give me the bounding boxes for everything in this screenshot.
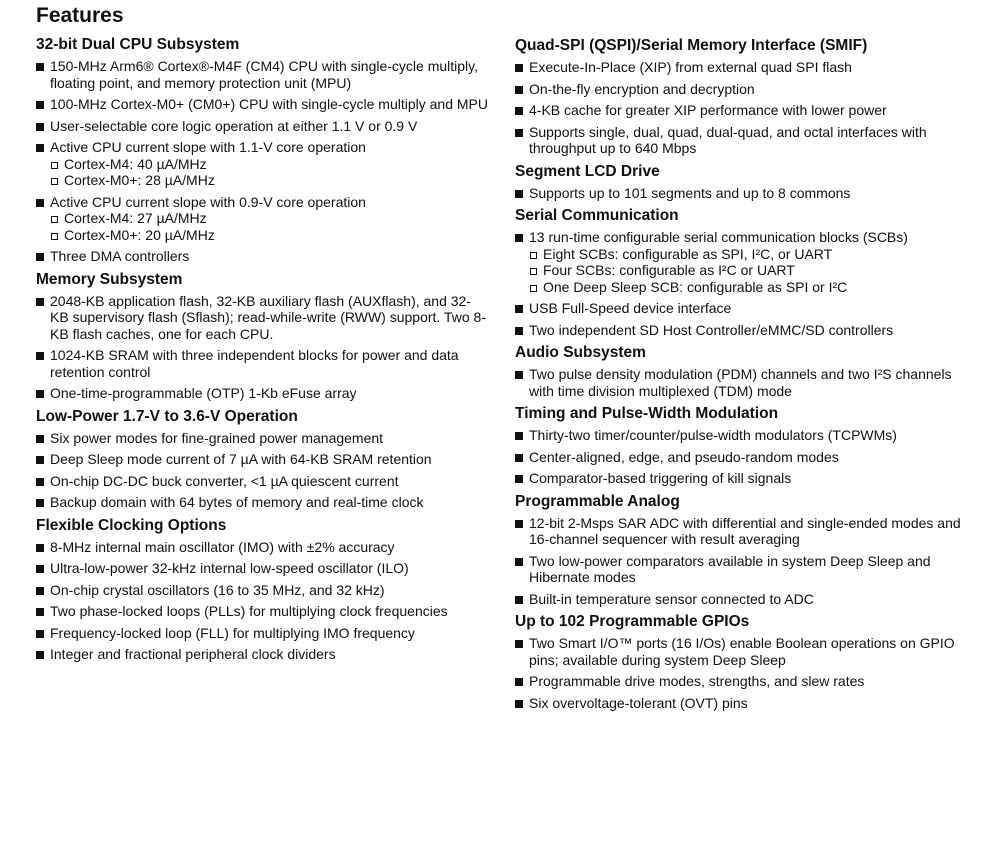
section-heading: Quad-SPI (QSPI)/Serial Memory Interface (SMIF)	[515, 37, 868, 54]
feature-text: Deep Sleep mode current of 7 µA with 64-KB SRAM retention	[50, 451, 432, 467]
section-32-bit-dual-cpu-subsystem	[36, 35, 488, 265]
section-heading: Audio Subsystem	[515, 344, 646, 361]
feature-list	[515, 635, 965, 711]
feature-subitem: Four SCBs: configurable as I²C or UART	[529, 262, 965, 279]
feature-item	[515, 59, 965, 76]
feature-text: 2048-KB application flash, 32-KB auxiliary flash (AUXflash), and 32-KB supervisory flash (Sflash); read-while-write (RWW) support. Two 8-KB flash caches, one for each CPU.	[50, 292, 486, 342]
feature-subitem: One Deep Sleep SCB: configurable as SPI or I²C	[529, 279, 965, 296]
feature-text: Active CPU current slope with 0.9-V core operation	[50, 193, 366, 210]
feature-item	[515, 591, 965, 608]
feature-item	[36, 451, 488, 468]
feature-text: Execute-In-Place (XIP) from external quad SPI flash	[529, 59, 852, 75]
feature-item	[515, 300, 965, 317]
feature-item	[36, 539, 488, 556]
feature-text: Six power modes for fine-grained power management	[50, 429, 384, 446]
feature-text: Two pulse density modulation (PDM) channels and two I²S channels with time division multiplexed (TDM) mode	[529, 366, 952, 399]
section-memory-subsystem	[36, 270, 488, 402]
feature-text: Center-aligned, edge, and pseudo-random modes	[529, 448, 839, 465]
feature-text: 1024-KB SRAM with three independent blocks for power and data retention control	[50, 347, 459, 380]
feature-list	[515, 185, 965, 202]
feature-item	[36, 248, 488, 265]
feature-item	[36, 96, 488, 113]
section-heading: Timing and Pulse-Width Modulation	[515, 405, 779, 422]
feature-item	[36, 293, 488, 343]
feature-text: On-chip DC-DC buck converter, <1 µA quiescent current	[50, 472, 399, 489]
feature-list	[515, 59, 965, 157]
feature-text: 8-MHz internal main oscillator (IMO) with ±2% accuracy	[50, 538, 395, 555]
feature-text: Two Smart I/O™ ports (16 I/Os) enable Boolean operations on GPIO pins; available during system Deep Sleep	[529, 635, 955, 668]
feature-item	[515, 322, 965, 339]
feature-sublist	[50, 156, 488, 189]
feature-item	[36, 139, 488, 189]
feature-list	[36, 58, 488, 265]
section-heading: Flexible Clocking Options	[36, 516, 227, 534]
section-serial-communication	[515, 206, 965, 338]
feature-text: Ultra-low-power 32-kHz internal low-speed oscillator (ILO)	[50, 560, 409, 576]
page-title: Features	[36, 4, 124, 27]
feature-subitem: Cortex-M0+: 20 µA/MHz	[50, 227, 488, 244]
feature-list	[515, 366, 965, 399]
feature-text: Frequency-locked loop (FLL) for multiplying IMO frequency	[50, 624, 415, 641]
feature-text: Three DMA controllers	[50, 248, 190, 264]
feature-item	[36, 603, 488, 620]
section-low-power-1-7-v-to-3-6-v-operation	[36, 407, 488, 511]
section-quad-spi-qspi-serial-memory-interface-smif	[515, 36, 965, 157]
feature-text: Two low-power comparators available in system Deep Sleep and Hibernate modes	[529, 552, 931, 585]
feature-text: 150-MHz Arm6® Cortex®-M4F (CM4) CPU with single-cycle multiply, floating point, and memory protection unit (MPU)	[50, 58, 479, 91]
feature-list	[36, 293, 488, 402]
feature-text: Built-in temperature sensor connected to ADC	[529, 590, 814, 607]
section-audio-subsystem	[515, 343, 965, 399]
feature-text: On-the-fly encryption and decryption	[529, 80, 755, 97]
left-column	[36, 35, 488, 668]
feature-item	[515, 427, 965, 444]
feature-item	[515, 102, 965, 119]
section-heading: Segment LCD Drive	[515, 162, 660, 180]
feature-text: Programmable drive modes, strengths, and slew rates	[529, 673, 865, 689]
feature-text: Two independent SD Host Controller/eMMC/SD controllers	[529, 321, 894, 338]
section-heading: Serial Communication	[515, 207, 679, 224]
feature-list	[515, 515, 965, 608]
section-heading: Memory Subsystem	[36, 270, 183, 288]
section-heading: Up to 102 Programmable GPIOs	[515, 613, 750, 630]
feature-text: 12-bit 2-Msps SAR ADC with differential and single-ended modes and 16-channel sequencer with result averaging	[529, 514, 961, 547]
feature-item	[36, 194, 488, 244]
feature-text: USB Full-Speed device interface	[529, 300, 732, 316]
feature-sublist	[529, 246, 965, 296]
section-heading: Low-Power 1.7-V to 3.6-V Operation	[36, 407, 298, 425]
feature-item	[36, 347, 488, 380]
feature-text: Thirty-two timer/counter/pulse-width modulators (TCPWMs)	[529, 427, 897, 443]
feature-item	[515, 553, 965, 586]
feature-item	[515, 515, 965, 548]
feature-text: Integer and fractional peripheral clock dividers	[50, 646, 336, 662]
feature-list	[515, 229, 965, 338]
feature-text: Active CPU current slope with 1.1-V core operation	[50, 139, 366, 155]
feature-list	[36, 430, 488, 511]
feature-text: Backup domain with 64 bytes of memory and real-time clock	[50, 494, 424, 510]
feature-item	[36, 118, 488, 135]
feature-text: On-chip crystal oscillators (16 to 35 MHz, and 32 kHz)	[50, 581, 385, 598]
feature-subitem: Cortex-M0+: 28 µA/MHz	[50, 172, 488, 189]
section-segment-lcd-drive	[515, 162, 965, 202]
feature-item	[36, 385, 488, 402]
feature-item	[36, 58, 488, 91]
section-heading: Programmable Analog	[515, 492, 680, 510]
feature-list	[36, 539, 488, 663]
feature-item	[515, 695, 965, 712]
feature-item	[515, 366, 965, 399]
feature-item	[515, 449, 965, 466]
feature-text: 13 run-time configurable serial communication blocks (SCBs)	[529, 229, 908, 245]
feature-item	[515, 229, 965, 295]
feature-text: Comparator-based triggering of kill signals	[529, 470, 792, 486]
section-flexible-clocking-options	[36, 516, 488, 663]
feature-text: 4-KB cache for greater XIP performance with lower power	[529, 102, 887, 118]
feature-item	[36, 430, 488, 447]
feature-list	[515, 427, 965, 487]
feature-item	[515, 81, 965, 98]
feature-text: Six overvoltage-tolerant (OVT) pins	[529, 694, 748, 711]
feature-text: One-time-programmable (OTP) 1-Kb eFuse array	[50, 385, 357, 401]
feature-subitem: Cortex-M4: 40 µA/MHz	[50, 156, 488, 173]
feature-item	[36, 494, 488, 511]
feature-text: Supports single, dual, quad, dual-quad, and octal interfaces with throughput up to 640 Mbps	[529, 123, 927, 156]
feature-item	[36, 582, 488, 599]
feature-text: Supports up to 101 segments and up to 8 commons	[529, 184, 851, 201]
feature-item	[515, 185, 965, 202]
feature-item	[515, 673, 965, 690]
feature-text: User-selectable core logic operation at either 1.1 V or 0.9 V	[50, 117, 418, 134]
section-heading: 32-bit Dual CPU Subsystem	[36, 36, 240, 53]
feature-item	[515, 635, 965, 668]
feature-item	[515, 470, 965, 487]
section-up-to-102-programmable-gpios	[515, 612, 965, 711]
section-timing-and-pulse-width-modulation	[515, 404, 965, 487]
feature-text: Two phase-locked loops (PLLs) for multiplying clock frequencies	[50, 603, 448, 619]
feature-item	[36, 473, 488, 490]
feature-item	[36, 646, 488, 663]
section-programmable-analog	[515, 492, 965, 608]
feature-item	[515, 124, 965, 157]
feature-sublist	[50, 210, 488, 243]
feature-item	[36, 625, 488, 642]
feature-subitem: Cortex-M4: 27 µA/MHz	[50, 210, 488, 227]
feature-text: 100-MHz Cortex-M0+ (CM0+) CPU with single-cycle multiply and MPU	[50, 96, 489, 112]
feature-subitem: Eight SCBs: configurable as SPI, I²C, or UART	[529, 246, 965, 263]
feature-item	[36, 560, 488, 577]
right-column	[515, 36, 965, 716]
